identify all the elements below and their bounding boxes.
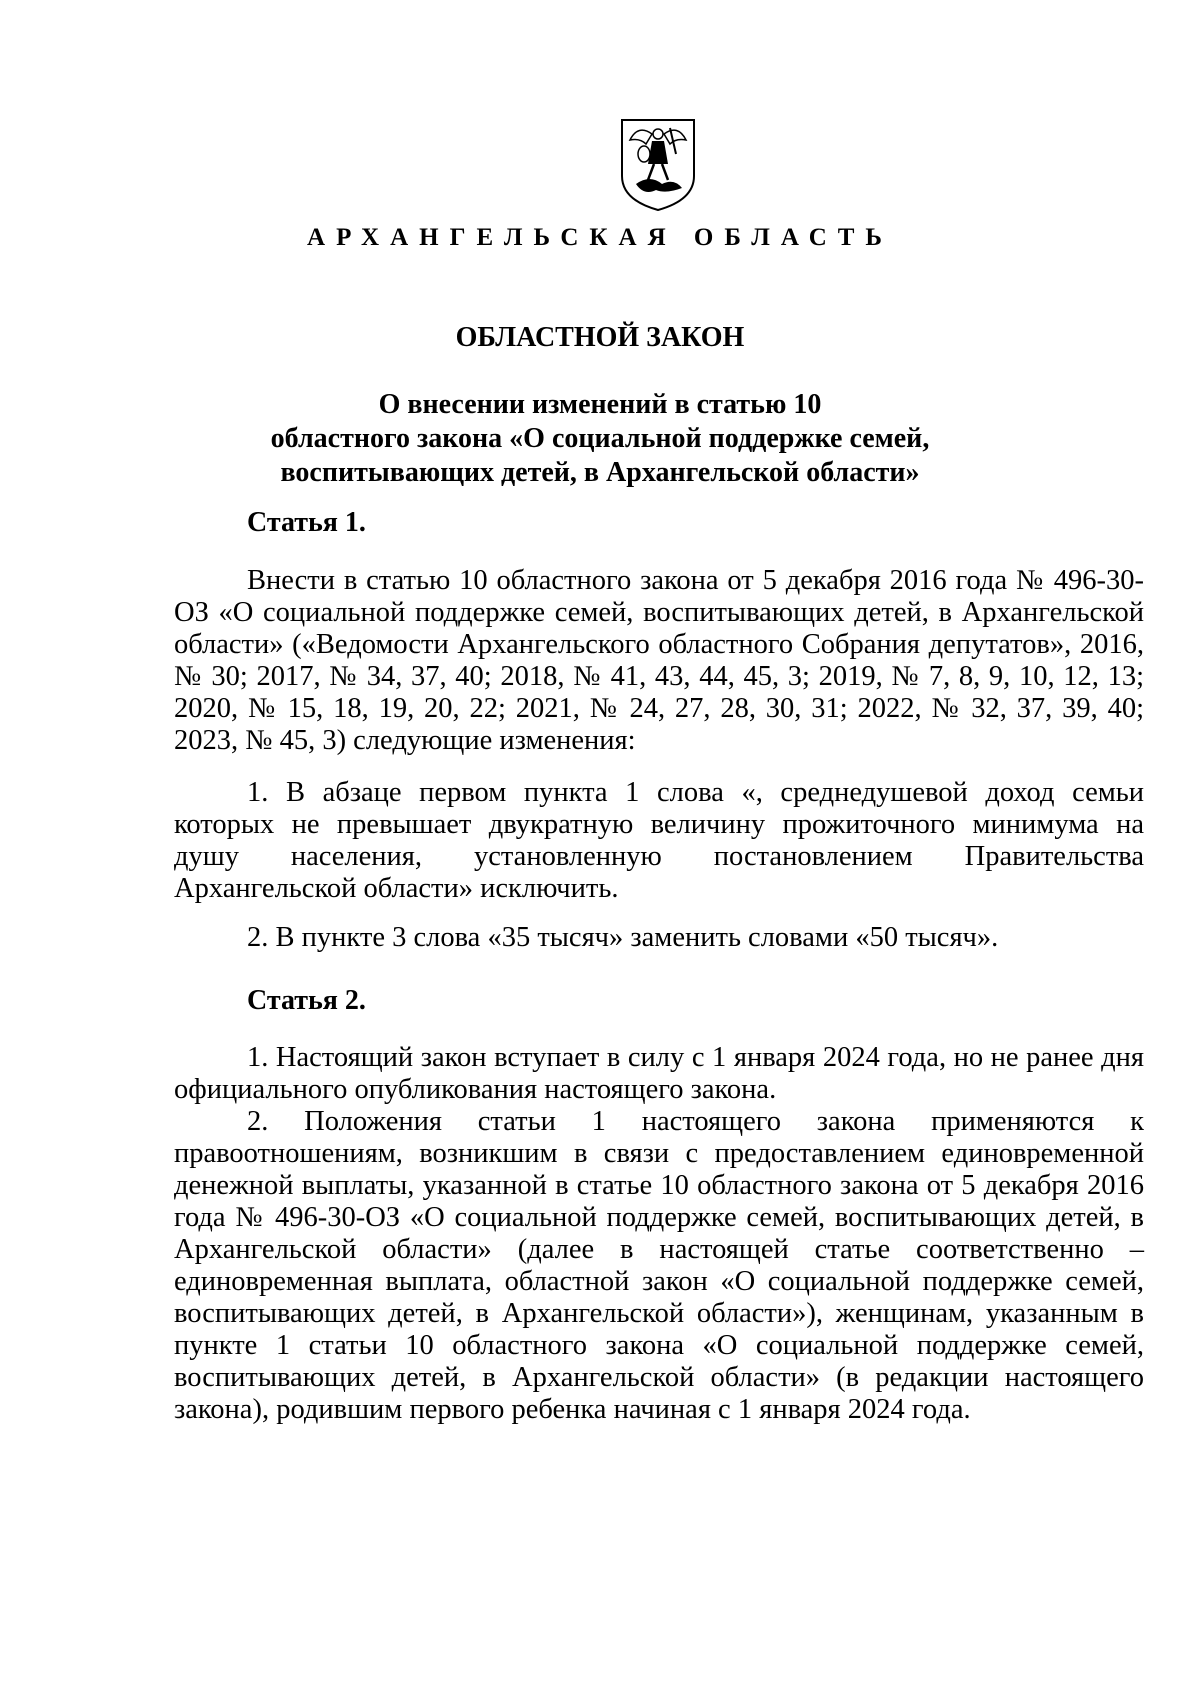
law-type-heading: ОБЛАСТНОЙ ЗАКОН xyxy=(455,322,745,353)
law-title-line: областного закона «О социальной поддержке семей, xyxy=(270,423,930,454)
article-1-intro: Внести в статью 10 областного закона от 5 декабря 2016 года № 496-30-ОЗ «О социальной поддержке семей, воспитывающих детей, в Архангельской области» («Ведомости Архангельского областного Собрания депутатов», 2016, № 30; 2017, № 34, 37, 40; 2018, № 41, 43, 44, 45, 3; 2019, № 7, 8, 9, 10, 12, 13; 2020, № 15, 18, 19, 20, 22; 2021, № 24, 27, 28, 30, 31; 2022, № 32, 37, 39, 40; 2023, № 45, 3) следующие изменения: xyxy=(174,565,1144,756)
article-2-item-1: 1. Настоящий закон вступает в силу с 1 января 2024 года, но не ранее дня официального опубликования настоящего закона. xyxy=(174,1042,1144,1105)
article-1-item-2: 2. В пункте 3 слова «35 тысяч» заменить словами «50 тысяч». xyxy=(247,922,999,953)
law-title xyxy=(0,388,1200,490)
article-2-item-2: 2. Положения статьи 1 настоящего закона применяются к правоотношениям, возникшим в связи с предоставлением единовременной денежной выплаты, указанной в статье 10 областного закона от 5 декабря 2016 года № 496-30-ОЗ «О социальной поддержке семей, воспитывающих детей, в Архангельской области» (далее в настоящей статье соответственно – единовременная выплата, областной закон «О социальной поддержке семей, воспитывающих детей, в Архангельской области»), женщинам, указанным в пункте 1 статьи 10 областного закона «О социальной поддержке семей, воспитывающих детей, в Архангельской области» (в редакции настоящего закона), родившим первого ребенка начиная с 1 января 2024 года. xyxy=(174,1106,1144,1425)
article-1-heading: Статья 1. xyxy=(247,507,366,538)
law-title-line: воспитывающих детей, в Архангельской области» xyxy=(280,457,920,488)
law-title-line: О внесении изменений в статью 10 xyxy=(378,389,822,420)
article-2-heading: Статья 2. xyxy=(247,985,366,1016)
archangel-coat-of-arms-icon xyxy=(616,114,700,214)
article-1-item-1: 1. В абзаце первом пункта 1 слова «, среднедушевой доход семьи которых не превышает двукратную величину прожиточного минимума на душу населения, установленную постановлением Правительства Архангельской области» исключить. xyxy=(174,777,1144,904)
region-name: АРХАНГЕЛЬСКАЯ ОБЛАСТЬ xyxy=(307,224,893,251)
